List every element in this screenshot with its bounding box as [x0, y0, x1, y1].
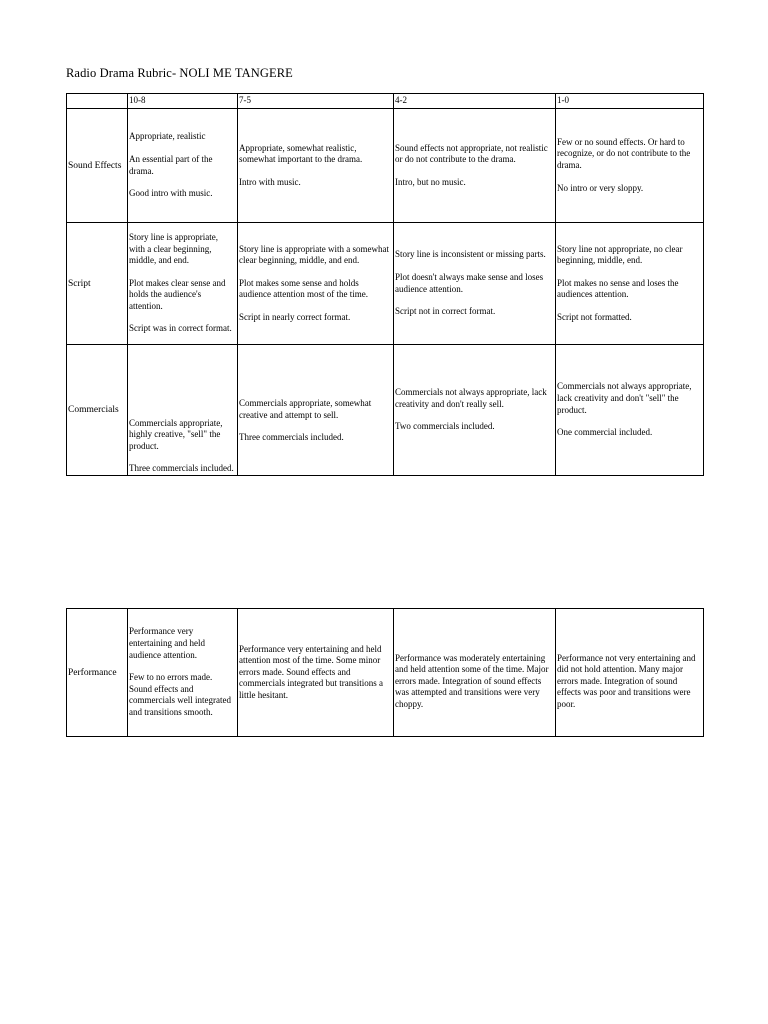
cell-text: Story line not appropriate, no clear beginning, middle, end.	[557, 243, 683, 266]
rubric-cell	[238, 609, 394, 737]
header-cell-empty	[67, 94, 128, 109]
cell-text: Script was in correct format.	[129, 323, 232, 334]
criterion-performance: Performance	[67, 609, 128, 737]
rubric-cell	[556, 609, 704, 737]
table-row-sound-effects	[67, 109, 704, 223]
cell-text: Story line is appropriate, with a clear beginning, middle, and end.	[129, 231, 218, 266]
performance-table	[66, 608, 704, 737]
rubric-cell	[394, 345, 556, 476]
cell-text: Plot makes some sense and holds audience attention most of the time.	[239, 277, 368, 300]
rubric-cell	[128, 609, 238, 737]
cell-text: An essential part of the drama.	[129, 153, 213, 176]
header-cell-10-8: 10-8	[128, 94, 238, 109]
cell-text: Intro with music.	[239, 176, 301, 187]
cell-text: Three commercials included.	[129, 463, 234, 474]
rubric-cell	[238, 223, 394, 345]
rubric-cell	[556, 345, 704, 476]
cell-text: One commercial included.	[557, 427, 653, 438]
cell-text: Performance was moderately entertaining and held attention some of the time. Major errors made. Integration of sound effects was attempted and transitions were very choppy.	[395, 652, 549, 709]
cell-text: Three commercials included.	[239, 432, 344, 443]
rubric-cell	[394, 223, 556, 345]
rubric-cell	[556, 223, 704, 345]
cell-text: Performance very entertaining and held attention most of the time. Some minor errors made. Sound effects and commercials integrated but transitions a little hesitant.	[239, 643, 383, 700]
table-row-performance	[67, 609, 704, 737]
table-row-script	[67, 223, 704, 345]
cell-text: Sound effects not appropriate, not realistic or do not contribute to the drama.	[395, 142, 548, 165]
cell-text: Performance very entertaining and held audience attention.	[129, 626, 205, 660]
document-title: Radio Drama Rubric- NOLI ME TANGERE	[66, 66, 293, 80]
cell-text: Appropriate, somewhat realistic, somewhat important to the drama.	[239, 142, 363, 165]
cell-text: Few or no sound effects. Or hard to recognize, or do not contribute to the drama.	[557, 136, 691, 170]
rubric-cell	[238, 345, 394, 476]
rubric-cell	[128, 223, 238, 345]
cell-text: Commercials not always appropriate, lack creativity and don't "sell" the product.	[557, 381, 692, 415]
cell-text: Performance not very entertaining and did not hold attention. Many major errors made. Integration of sound effects was poor and transitions were poor.	[557, 652, 696, 709]
cell-text: Appropriate, realistic	[129, 131, 206, 142]
header-cell-1-0: 1-0	[556, 94, 704, 109]
header-cell-4-2: 4-2	[394, 94, 556, 109]
cell-text: Two commercials included.	[395, 421, 495, 432]
cell-text: Intro, but no music.	[395, 176, 466, 187]
cell-text: Commercials not always appropriate, lack creativity and don't really sell.	[395, 387, 547, 409]
rubric-cell	[128, 345, 238, 476]
table-row-commercials	[67, 345, 704, 476]
rubric-cell	[394, 109, 556, 223]
cell-text: Story line is appropriate with a somewhat clear beginning, middle, and end.	[239, 243, 389, 266]
rubric-cell	[556, 109, 704, 223]
cell-text: Commercials appropriate, highly creative, "sell" the product.	[129, 417, 223, 451]
header-cell-7-5: 7-5	[238, 94, 394, 109]
cell-text: Few to no errors made. Sound effects and commercials well integrated and transitions smooth.	[129, 672, 231, 717]
cell-text: Good intro with music.	[129, 188, 213, 199]
cell-text: No intro or very sloppy.	[557, 182, 644, 193]
cell-text: Script in nearly correct format.	[239, 311, 351, 322]
criterion-sound-effects: Sound Effects	[67, 109, 128, 223]
cell-text: Script not in correct format.	[395, 306, 496, 317]
rubric-cell	[394, 609, 556, 737]
cell-text: Plot doesn't always make sense and loses audience attention.	[395, 271, 544, 294]
cell-text: Commercials appropriate, somewhat creative and attempt to sell.	[239, 398, 372, 420]
criterion-commercials: Commercials	[67, 345, 128, 476]
header-row	[67, 94, 704, 109]
rubric-cell	[238, 109, 394, 223]
cell-text: Plot makes clear sense and holds the audience's attention.	[129, 277, 226, 311]
rubric-table	[66, 93, 704, 476]
cell-text: Story line is inconsistent or missing parts.	[395, 249, 546, 260]
criterion-script: Script	[67, 223, 128, 345]
rubric-cell	[128, 109, 238, 223]
cell-text: Script not formatted.	[557, 311, 632, 322]
cell-text: Plot makes no sense and loses the audiences attention.	[557, 277, 679, 300]
